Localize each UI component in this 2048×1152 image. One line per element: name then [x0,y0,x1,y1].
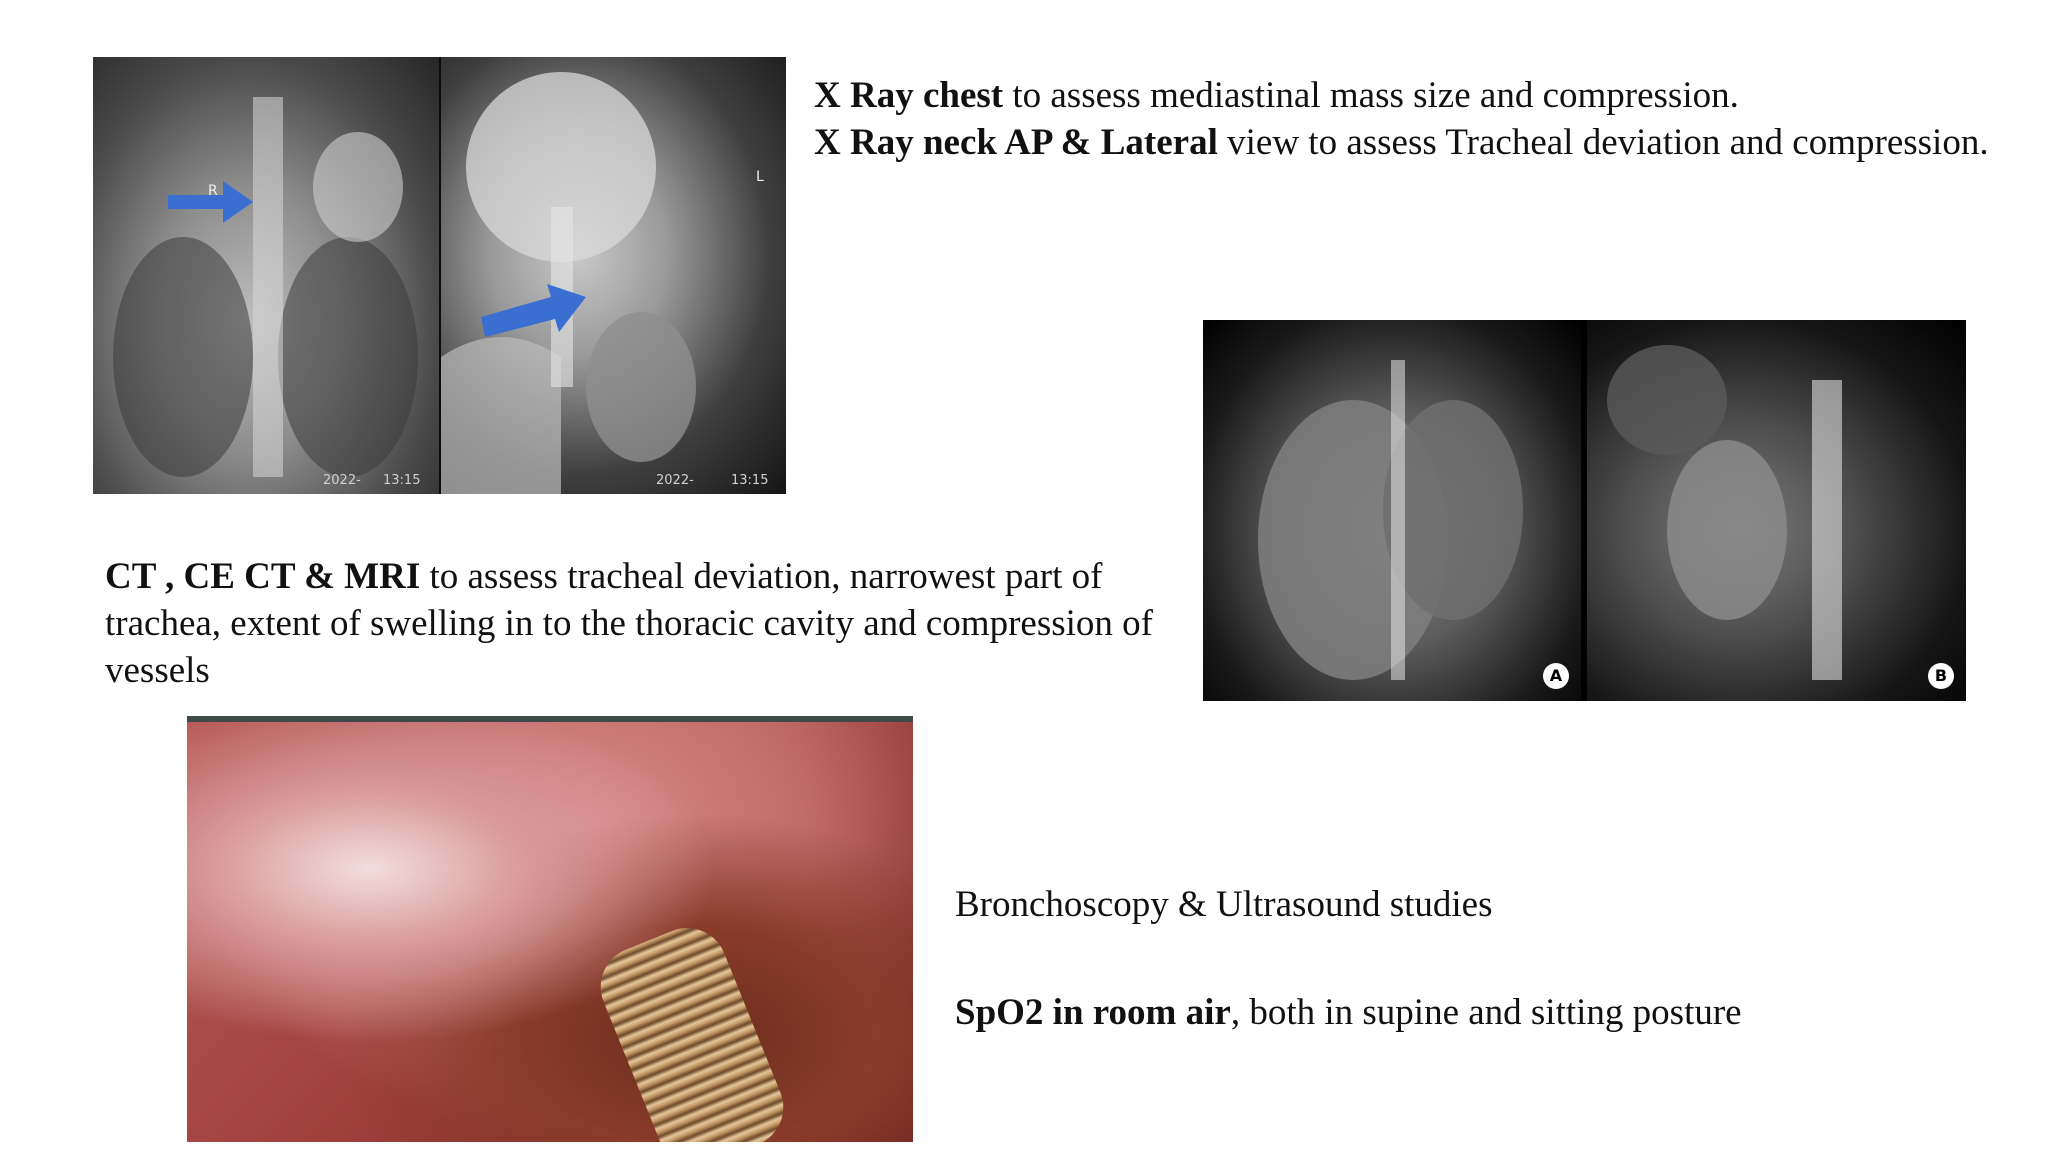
ct-scan-image [1203,320,1966,701]
stamp-right-date: 2022- [656,473,694,488]
xray-chest-desc: to assess mediastinal mass size and compression. [1003,75,1739,116]
stamp-left-time: 13:15 [383,473,421,488]
chest-xray-graphic [93,57,439,494]
bronchoscope-coil [589,916,796,1142]
stamp-right-time: 13:15 [731,473,769,488]
xray-chest-label: X Ray chest [814,75,1004,116]
spo2-label: SpO2 in room air [955,992,1231,1033]
blue-arrow-icon [481,282,591,342]
xray-neck-label: X Ray neck AP & Lateral [814,122,1218,163]
bronchoscopy-image [187,716,913,1142]
marker-r: R [208,183,218,199]
ct-description [105,553,1195,694]
xray-neck-desc: view to assess Tracheal deviation and compression. [1217,122,1989,163]
bronchoscopy-description: Bronchoscopy & Ultrasound studies [955,884,1493,925]
ct-badge-b: B [1928,663,1954,689]
xray-chest-neck-image [93,57,786,494]
ct-coronal-graphic [1203,320,1581,701]
xray-neck-lateral [441,57,786,494]
ct-sagittal-graphic [1587,320,1966,701]
ct-desc: to assess tracheal deviation, narrowest part of trachea, extent of swelling in to the thoracic cavity and compression of vessels [105,556,1153,691]
lateral-xray-graphic [441,57,786,494]
ct-sagittal-view [1587,320,1966,701]
spo2-description [955,989,1955,1036]
xray-description [814,72,2014,166]
stamp-left-date: 2022- [323,473,361,488]
xray-chest-ap [93,57,439,494]
marker-l: L [756,169,764,185]
spo2-desc: , both in supine and sitting posture [1230,992,1742,1033]
ct-label: CT , CE CT & MRI [105,556,421,597]
ct-coronal-view [1203,320,1581,701]
ct-badge-a: A [1543,663,1569,689]
